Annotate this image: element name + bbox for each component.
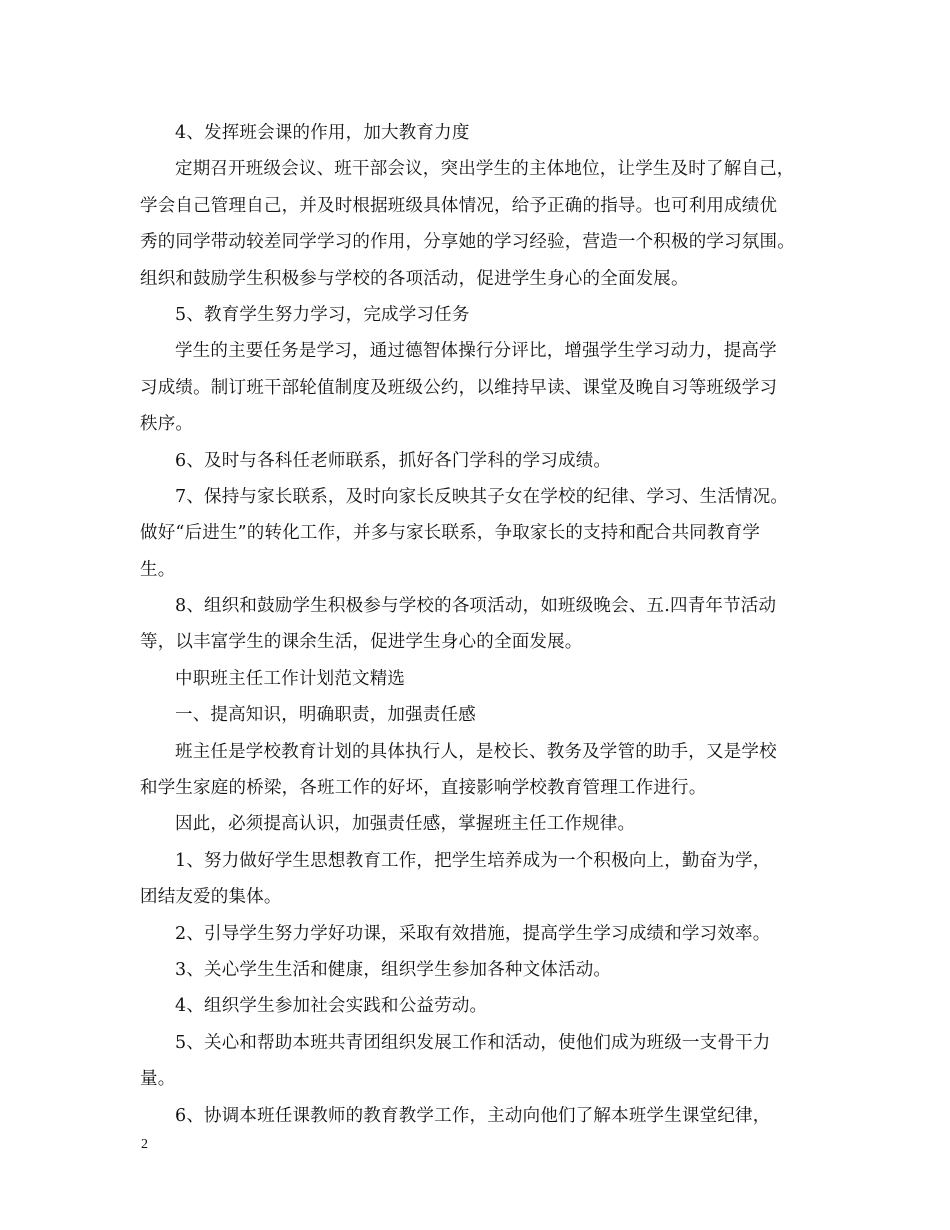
text-line: 中职班主任工作计划范文精选 — [175, 668, 406, 689]
text-line: 和学生家庭的桥梁，各班工作的好坏，直接影响学校教育管理工作进行。 — [140, 778, 707, 799]
text-line: 秩序。 — [140, 414, 194, 435]
text-line: 6、及时与各科任老师联系，抓好各门学科的学习成绩。 — [175, 450, 612, 471]
page-number: 2 — [141, 1137, 148, 1152]
text-line: 4、发挥班会课的作用，加大教育力度 — [175, 123, 470, 143]
text-line: 秀的同学带动较差同学学习的作用，分享她的学习经验，营造一个积极的学习氛围。 — [140, 232, 795, 253]
text-line: 7、保持与家长联系，及时向家长反映其子女在学校的纪律、学习、生活情况。 — [175, 486, 789, 507]
text-line: 3、关心学生生活和健康，组织学生参加各种文体活动。 — [175, 959, 612, 980]
text-line: 团结友爱的集体。 — [140, 887, 282, 908]
text-line: 因此，必须提高认识，加强责任感，掌握班主任工作规律。 — [175, 814, 636, 835]
text-line: 学会自己管理自己，并及时根据班级具体情况，给予正确的指导。也可利用成绩优 — [140, 195, 778, 216]
text-line: 4、组织学生参加社会实践和公益劳动。 — [175, 996, 488, 1017]
document-body — [140, 115, 820, 1134]
text-line: 习成绩。制订班干部轮值制度及班级公约，以维持早读、课堂及晚自习等班级学习 — [140, 377, 778, 398]
text-line: 学生的主要任务是学习，通过德智体操行分评比，增强学生学习动力，提高学 — [175, 341, 777, 362]
text-line: 等，以丰富学生的课余生活，促进学生身心的全面发展。 — [140, 632, 583, 653]
text-line: 量。 — [140, 1069, 176, 1090]
text-line: 一、提高知识，明确职责，加强责任感 — [175, 705, 476, 726]
text-line: 定期召开班级会议、班干部会议，突出学生的主体地位，让学生及时了解自己， — [175, 159, 795, 180]
text-line: 5、关心和帮助本班共青团组织发展工作和活动，使他们成为班级一支骨干力 — [175, 1032, 771, 1053]
text-line: 做好“后进生”的转化工作，并多与家长联系，争取家长的支持和配合共同教育学 — [140, 523, 761, 544]
text-line: 5、教育学生努力学习，完成学习任务 — [175, 304, 470, 325]
text-line: 8、组织和鼓励学生积极参与学校的各项活动，如班级晚会、五.四青年节活动 — [175, 596, 777, 617]
text-line: 1、努力做好学生思想教育工作，把学生培养成为一个积极向上，勤奋为学， — [175, 850, 771, 871]
text-line: 2、引导学生努力学好功课，采取有效措施，提高学生学习成绩和学习效率。 — [175, 923, 771, 944]
text-line: 生。 — [140, 559, 176, 580]
text-line: 组织和鼓励学生积极参与学校的各项活动，促进学生身心的全面发展。 — [140, 268, 689, 289]
text-line: 6、协调本班任课教师的教育教学工作，主动向他们了解本班学生课堂纪律， — [175, 1105, 771, 1126]
text-line: 班主任是学校教育计划的具体执行人，是校长、教务及学管的助手，又是学校 — [175, 741, 777, 762]
